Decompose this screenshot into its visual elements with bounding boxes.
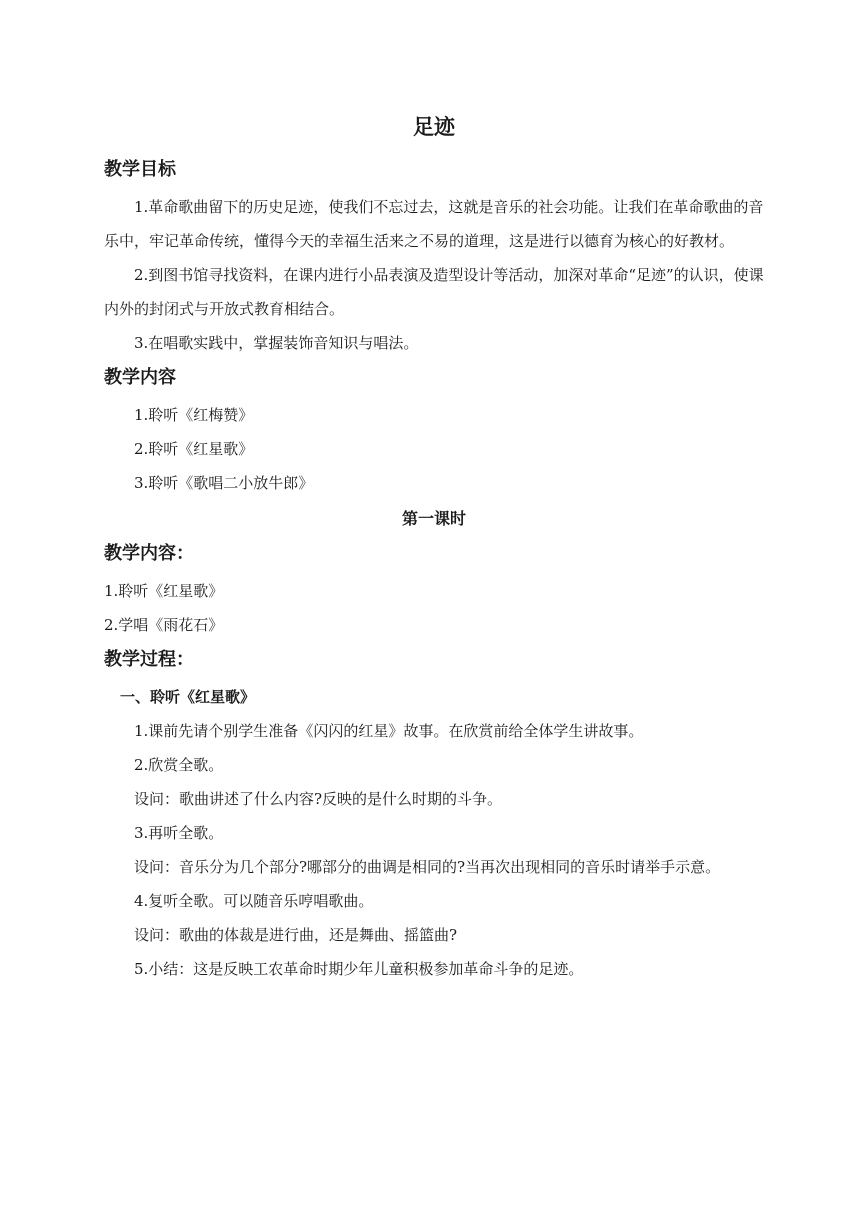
content-item: 3.聆听《歌唱二小放牛郎》: [134, 474, 314, 492]
lesson-content-heading: 教学内容：: [104, 543, 194, 564]
process-question: 设问：歌曲讲述了什么内容?反映的是什么时期的斗争。: [134, 790, 503, 808]
lesson-content-item: 2.学唱《雨花石》: [104, 616, 224, 634]
contents-heading: 教学内容: [104, 367, 176, 388]
document-body: [104, 112, 764, 986]
content-item: 1.聆听《红梅赞》: [134, 406, 254, 424]
lesson-content-item: 1.聆听《红星歌》: [104, 582, 224, 600]
process-step: 3.再听全歌。: [134, 824, 224, 842]
process-step: 4.复听全歌。可以随音乐哼唱歌曲。: [134, 892, 374, 910]
process-heading: 教学过程：: [104, 649, 194, 670]
section-heading: 一、聆听《红星歌》: [120, 688, 256, 706]
content-item: 2.聆听《红星歌》: [134, 440, 254, 458]
process-step: 2.欣赏全歌。: [134, 756, 224, 774]
process-step: 1.课前先请个别学生准备《闪闪的红星》故事。在欣赏前给全体学生讲故事。: [134, 722, 644, 740]
process-question: 设问：歌曲的体裁是进行曲，还是舞曲、摇篮曲?: [134, 926, 458, 944]
process-question: 设问：音乐分为几个部分?哪部分的曲调是相同的?当再次出现相同的音乐时请举手示意。: [134, 858, 721, 876]
objective-item: 3.在唱歌实践中，掌握装饰音知识与唱法。: [134, 334, 419, 352]
objective-item: 2.到图书馆寻找资料，在课内进行小品表演及造型设计等活动，加深对革命“足迹”的认识，使课内外的封闭式与开放式教育相结合。: [104, 266, 764, 318]
document-title: 足迹: [413, 115, 455, 139]
objectives-heading: 教学目标: [104, 159, 176, 180]
lesson-heading: 第一课时: [401, 509, 466, 528]
process-summary: 5.小结：这是反映工农革命时期少年儿童积极参加革命斗争的足迹。: [134, 960, 584, 978]
objective-item: 1.革命歌曲留下的历史足迹，使我们不忘过去，这就是音乐的社会功能。让我们在革命歌曲的音乐中，牢记革命传统，懂得今天的幸福生活来之不易的道理，这是进行以德育为核心的好教材。: [104, 198, 764, 250]
